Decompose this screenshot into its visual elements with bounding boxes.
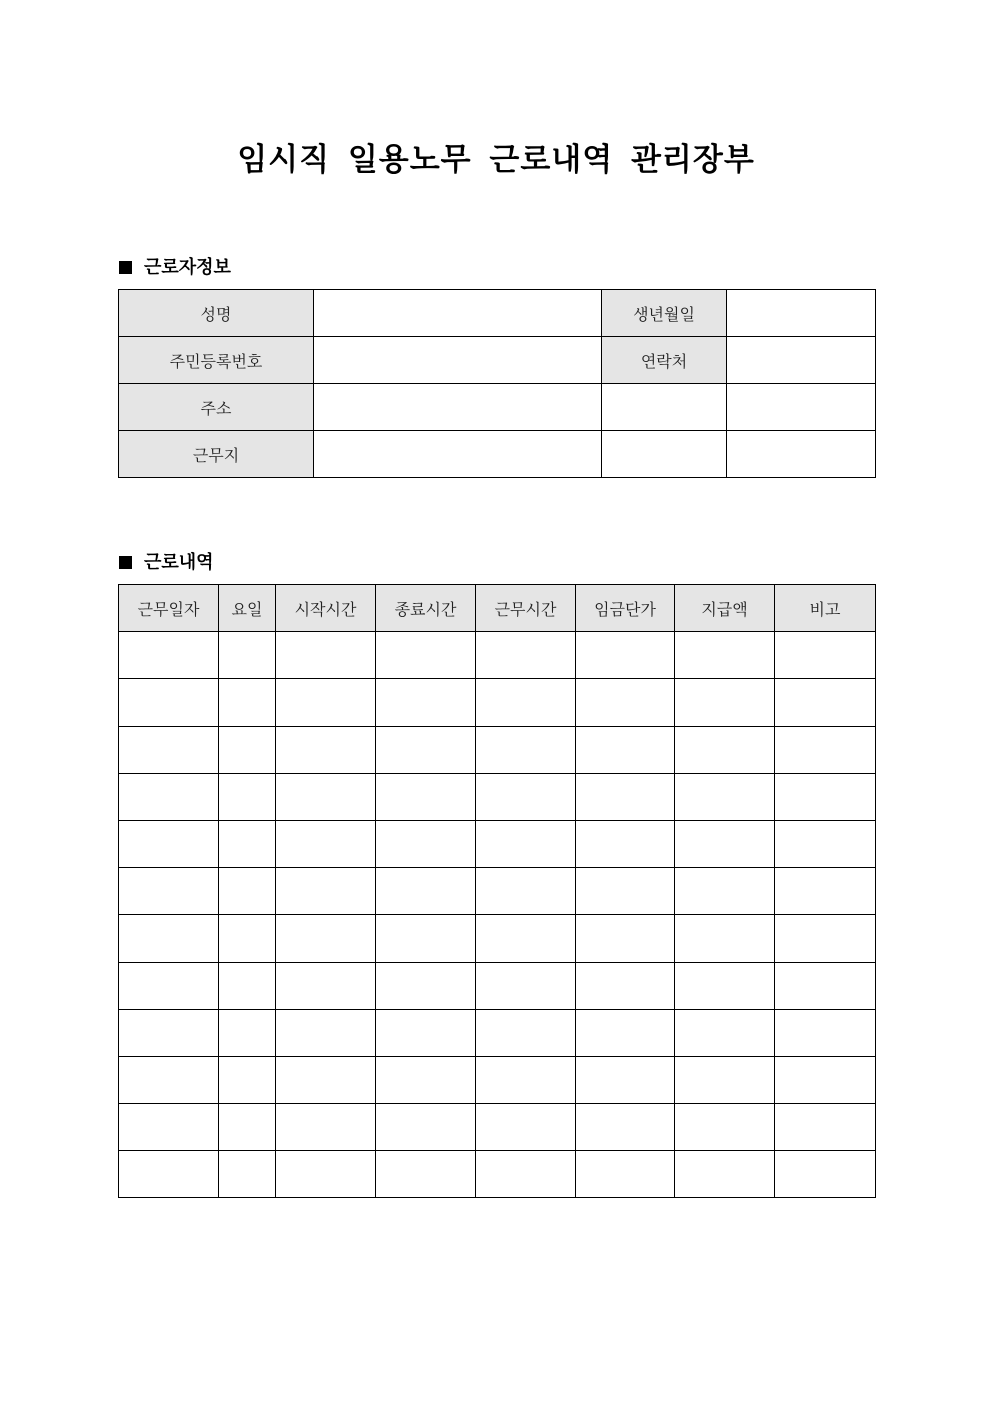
table-cell-input[interactable] <box>219 1056 276 1103</box>
table-cell-input[interactable] <box>376 820 476 867</box>
table-row <box>119 632 876 679</box>
column-header: 시작시간 <box>276 585 376 632</box>
table-cell-input[interactable] <box>219 773 276 820</box>
worker-info-table <box>118 289 876 478</box>
document-title: 임시직 일용노무 근로내역 관리장부 <box>237 142 755 178</box>
table-cell-input[interactable] <box>119 773 219 820</box>
table-cell-input[interactable] <box>775 632 876 679</box>
table-cell-input[interactable] <box>376 679 476 726</box>
table-cell-input[interactable] <box>675 1104 775 1151</box>
table-cell-input[interactable] <box>675 962 775 1009</box>
info-row <box>119 337 876 384</box>
field-value-input[interactable] <box>314 431 602 478</box>
table-header-row <box>119 585 876 632</box>
section-heading-worker-info <box>119 253 231 279</box>
table-cell-input[interactable] <box>376 1056 476 1103</box>
field-value-input[interactable] <box>314 337 602 384</box>
section-heading-label: 근로자정보 <box>144 257 231 278</box>
table-cell-input[interactable] <box>476 1009 576 1056</box>
table-cell-input[interactable] <box>276 1009 376 1056</box>
table-cell-input[interactable] <box>576 632 675 679</box>
table-cell-input[interactable] <box>276 1104 376 1151</box>
column-header: 종료시간 <box>376 585 476 632</box>
table-cell-input[interactable] <box>119 915 219 962</box>
table-cell-input[interactable] <box>576 1151 675 1198</box>
table-cell-input[interactable] <box>276 1151 376 1198</box>
table-cell-input[interactable] <box>119 868 219 915</box>
table-cell-input[interactable] <box>276 773 376 820</box>
table-cell-input[interactable] <box>476 773 576 820</box>
table-cell-input[interactable] <box>376 1104 476 1151</box>
table-cell-input[interactable] <box>376 868 476 915</box>
table-cell-input[interactable] <box>576 915 675 962</box>
table-cell-input[interactable] <box>775 726 876 773</box>
table-cell-input[interactable] <box>576 773 675 820</box>
table-cell-input[interactable] <box>476 962 576 1009</box>
field-label: 근무지 <box>119 431 314 478</box>
table-row <box>119 773 876 820</box>
table-cell-input[interactable] <box>119 1104 219 1151</box>
table-row <box>119 679 876 726</box>
field-value-input[interactable] <box>602 384 727 431</box>
table-cell-input[interactable] <box>219 726 276 773</box>
field-label: 연락처 <box>602 337 727 384</box>
table-cell-input[interactable] <box>675 915 775 962</box>
table-cell-input[interactable] <box>476 868 576 915</box>
table-cell-input[interactable] <box>675 868 775 915</box>
table-cell-input[interactable] <box>476 679 576 726</box>
table-cell-input[interactable] <box>675 1056 775 1103</box>
table-cell-input[interactable] <box>219 962 276 1009</box>
table-cell-input[interactable] <box>576 1104 675 1151</box>
table-row <box>119 1009 876 1056</box>
table-cell-input[interactable] <box>119 632 219 679</box>
table-cell-input[interactable] <box>775 868 876 915</box>
column-header: 요일 <box>219 585 276 632</box>
table-cell-input[interactable] <box>119 1009 219 1056</box>
table-cell-input[interactable] <box>219 820 276 867</box>
field-value-input[interactable] <box>602 431 727 478</box>
table-cell-input[interactable] <box>276 868 376 915</box>
table-cell-input[interactable] <box>476 632 576 679</box>
table-cell-input[interactable] <box>576 1009 675 1056</box>
field-label: 성명 <box>119 290 314 337</box>
table-cell-input[interactable] <box>476 1104 576 1151</box>
table-cell-input[interactable] <box>775 1056 876 1103</box>
info-row <box>119 384 876 431</box>
field-value-input[interactable] <box>314 290 602 337</box>
column-header: 임금단가 <box>576 585 675 632</box>
table-row <box>119 1151 876 1198</box>
table-cell-input[interactable] <box>675 1151 775 1198</box>
table-cell-input[interactable] <box>276 679 376 726</box>
table-cell-input[interactable] <box>675 820 775 867</box>
field-label: 생년월일 <box>602 290 727 337</box>
field-value-input[interactable] <box>727 290 876 337</box>
table-cell-input[interactable] <box>675 726 775 773</box>
table-cell-input[interactable] <box>376 1151 476 1198</box>
section-heading-label: 근로내역 <box>144 552 214 573</box>
table-cell-input[interactable] <box>476 915 576 962</box>
table-cell-input[interactable] <box>775 1104 876 1151</box>
table-row <box>119 820 876 867</box>
table-cell-input[interactable] <box>576 820 675 867</box>
table-row <box>119 1056 876 1103</box>
field-value-input[interactable] <box>727 431 876 478</box>
table-cell-input[interactable] <box>376 962 476 1009</box>
table-row <box>119 1104 876 1151</box>
column-header: 근무시간 <box>476 585 576 632</box>
column-header: 근무일자 <box>119 585 219 632</box>
table-cell-input[interactable] <box>376 632 476 679</box>
field-value-input[interactable] <box>314 384 602 431</box>
table-cell-input[interactable] <box>219 632 276 679</box>
table-cell-input[interactable] <box>675 773 775 820</box>
table-cell-input[interactable] <box>219 868 276 915</box>
column-header: 지급액 <box>675 585 775 632</box>
table-cell-input[interactable] <box>476 726 576 773</box>
table-cell-input[interactable] <box>576 679 675 726</box>
field-value-input[interactable] <box>727 337 876 384</box>
info-row <box>119 431 876 478</box>
table-cell-input[interactable] <box>219 1009 276 1056</box>
table-cell-input[interactable] <box>119 1056 219 1103</box>
table-row <box>119 915 876 962</box>
table-cell-input[interactable] <box>576 726 675 773</box>
table-cell-input[interactable] <box>576 868 675 915</box>
table-cell-input[interactable] <box>476 1056 576 1103</box>
column-header: 비고 <box>775 585 876 632</box>
table-cell-input[interactable] <box>576 962 675 1009</box>
square-bullet-icon <box>119 261 132 274</box>
table-cell-input[interactable] <box>675 679 775 726</box>
table-cell-input[interactable] <box>119 1151 219 1198</box>
table-cell-input[interactable] <box>276 726 376 773</box>
table-cell-input[interactable] <box>276 915 376 962</box>
table-cell-input[interactable] <box>376 773 476 820</box>
table-cell-input[interactable] <box>119 820 219 867</box>
table-cell-input[interactable] <box>219 1151 276 1198</box>
table-cell-input[interactable] <box>775 820 876 867</box>
table-row <box>119 726 876 773</box>
table-cell-input[interactable] <box>775 962 876 1009</box>
field-label: 주민등록번호 <box>119 337 314 384</box>
table-cell-input[interactable] <box>675 632 775 679</box>
table-cell-input[interactable] <box>675 1009 775 1056</box>
table-cell-input[interactable] <box>276 632 376 679</box>
table-cell-input[interactable] <box>276 1056 376 1103</box>
table-cell-input[interactable] <box>219 915 276 962</box>
table-cell-input[interactable] <box>476 820 576 867</box>
table-cell-input[interactable] <box>376 915 476 962</box>
table-cell-input[interactable] <box>376 726 476 773</box>
table-cell-input[interactable] <box>119 726 219 773</box>
info-row <box>119 290 876 337</box>
table-cell-input[interactable] <box>775 915 876 962</box>
table-cell-input[interactable] <box>119 679 219 726</box>
table-row <box>119 868 876 915</box>
table-cell-input[interactable] <box>576 1056 675 1103</box>
table-cell-input[interactable] <box>219 679 276 726</box>
table-cell-input[interactable] <box>276 820 376 867</box>
field-value-input[interactable] <box>727 384 876 431</box>
table-row <box>119 962 876 1009</box>
work-history-table <box>118 584 876 1198</box>
table-cell-input[interactable] <box>119 962 219 1009</box>
section-heading-work-history <box>119 548 214 574</box>
field-label: 주소 <box>119 384 314 431</box>
table-cell-input[interactable] <box>775 1009 876 1056</box>
table-cell-input[interactable] <box>476 1151 576 1198</box>
table-cell-input[interactable] <box>775 679 876 726</box>
table-cell-input[interactable] <box>219 1104 276 1151</box>
table-cell-input[interactable] <box>376 1009 476 1056</box>
table-cell-input[interactable] <box>775 773 876 820</box>
table-cell-input[interactable] <box>276 962 376 1009</box>
table-cell-input[interactable] <box>775 1151 876 1198</box>
square-bullet-icon <box>119 556 132 569</box>
